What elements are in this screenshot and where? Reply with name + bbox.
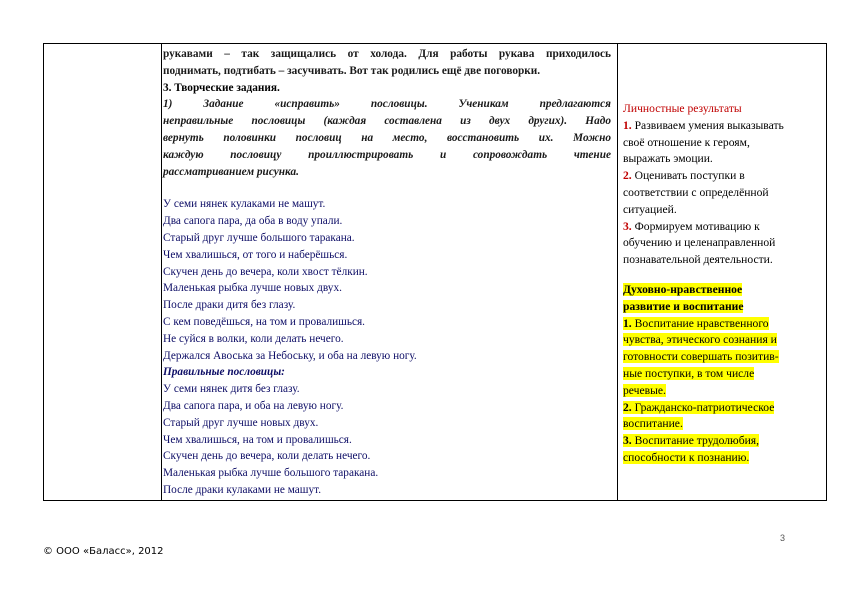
correct-proverb: Маленькая рыбка лучше большого таракана. (163, 467, 379, 480)
item-text: готовности совершать позитив- (623, 350, 779, 364)
item-number: 2. (623, 400, 632, 414)
personal-result-item (623, 118, 823, 168)
wrong-proverb: Скучен день до вечера, коли хвост тёлкин. (163, 265, 368, 278)
correct-proverb: Два сапога пара, и оба на левую ногу. (163, 399, 344, 412)
personal-result-item (623, 168, 823, 218)
task-description-line: каждую пословицу проиллюстрировать и сопровождать чтение (163, 148, 611, 161)
item-text: Формируем мотивацию к (634, 219, 760, 233)
wrong-proverb: Старый друг лучше большого таракана. (163, 231, 355, 244)
item-text: Воспитание нравственного (634, 316, 769, 330)
item-text: Гражданско-патриотическое (634, 400, 775, 414)
correct-proverb: Скучен день до вечера, коли делать нечего. (163, 450, 371, 463)
wrong-proverb: У семи нянек кулаками не машут. (163, 198, 326, 211)
moral-section-title: развитие и воспитание (623, 299, 744, 313)
section-title: 3. Творческие задания. (163, 81, 280, 94)
wrong-proverb: После драки дитя без глазу. (163, 299, 296, 312)
table-right-border (826, 44, 827, 500)
copyright-footer: © ООО «Баласс», 2012 (43, 546, 164, 557)
task-description-line: вернуть половинки пословиц на место, восстановить их. Можно (163, 131, 611, 144)
item-number: 3. (623, 219, 632, 233)
spacer (163, 180, 611, 196)
item-text: чувства, этического сознания и (623, 333, 777, 347)
item-number: 1. (623, 118, 632, 132)
item-text: ные поступки, в том числе (623, 366, 755, 380)
item-text: воспитание. (623, 417, 683, 431)
correct-proverb: Старый друг лучше новых двух. (163, 416, 319, 429)
task-description-line: 1) Задание «исправить» пословицы. Ученикам предлагаются (163, 98, 611, 111)
item-text: выражать эмоции. (623, 152, 713, 166)
item-number: 2. (623, 169, 632, 183)
item-text: познавательной деятельности. (623, 253, 773, 267)
correct-proverbs-heading: Правильные пословицы: (163, 366, 285, 379)
moral-result-item (623, 400, 823, 434)
correct-proverb: Чем хвалишься, на том и провалишься. (163, 433, 352, 446)
wrong-proverb: Держался Авоська за Небоську, и оба на левую ногу. (163, 349, 417, 362)
item-text: ситуацией. (623, 202, 677, 216)
wrong-proverb: Маленькая рыбка лучше новых двух. (163, 282, 342, 295)
item-text: своё отношение к героям, (623, 135, 750, 149)
correct-proverb: После драки кулаками не машут. (163, 483, 322, 496)
column-divider (161, 44, 162, 500)
personal-results-title: Личностные результаты (623, 102, 742, 115)
task-description-line: рассматриванием рисунка. (163, 165, 299, 178)
moral-result-item (623, 433, 823, 467)
column-divider (617, 44, 618, 500)
lesson-table (43, 43, 827, 501)
item-text: Оценивать поступки в (634, 169, 745, 183)
wrong-proverb: С кем поведёшься, на том и провалишься. (163, 315, 366, 328)
item-text: способности к познанию. (623, 450, 750, 464)
wrong-proverb: Чем хвалишься, от того и наберёшься. (163, 248, 348, 261)
page-number: 3 (780, 533, 786, 543)
intro-line: рукавами – так защищались от холода. Для работы рукава приходилось (163, 48, 611, 60)
item-number: 1. (623, 316, 632, 330)
intro-line: поднимать, подтибать – засучивать. Вот так родились ещё две поговорки. (163, 64, 541, 77)
empty-first-column (43, 44, 162, 500)
item-text: соответствии с определённой (623, 185, 769, 199)
moral-section-title: Духовно-нравственное (623, 282, 743, 296)
correct-proverb: У семи нянек дитя без глазу. (163, 383, 300, 396)
item-number: 3. (623, 434, 632, 448)
wrong-proverbs-list (163, 196, 611, 364)
wrong-proverb: Не суйся в волки, коли делать нечего. (163, 332, 344, 345)
task-description-line: неправильные пословицы (каждая составлена из двух других). Надо (163, 115, 611, 128)
moral-result-item (623, 316, 823, 400)
item-text: обучению и целенаправленной (623, 236, 776, 250)
wrong-proverb: Два сапога пара, да оба в воду упали. (163, 215, 343, 228)
personal-result-item (623, 219, 823, 269)
lesson-content-column (163, 46, 611, 499)
item-text: Воспитание трудолюбия, (634, 434, 760, 448)
item-text: речевые. (623, 383, 666, 397)
correct-proverbs-list (163, 381, 611, 499)
item-text: Развиваем умения выказывать (634, 118, 784, 132)
spacer (623, 269, 823, 282)
results-column (623, 101, 823, 467)
